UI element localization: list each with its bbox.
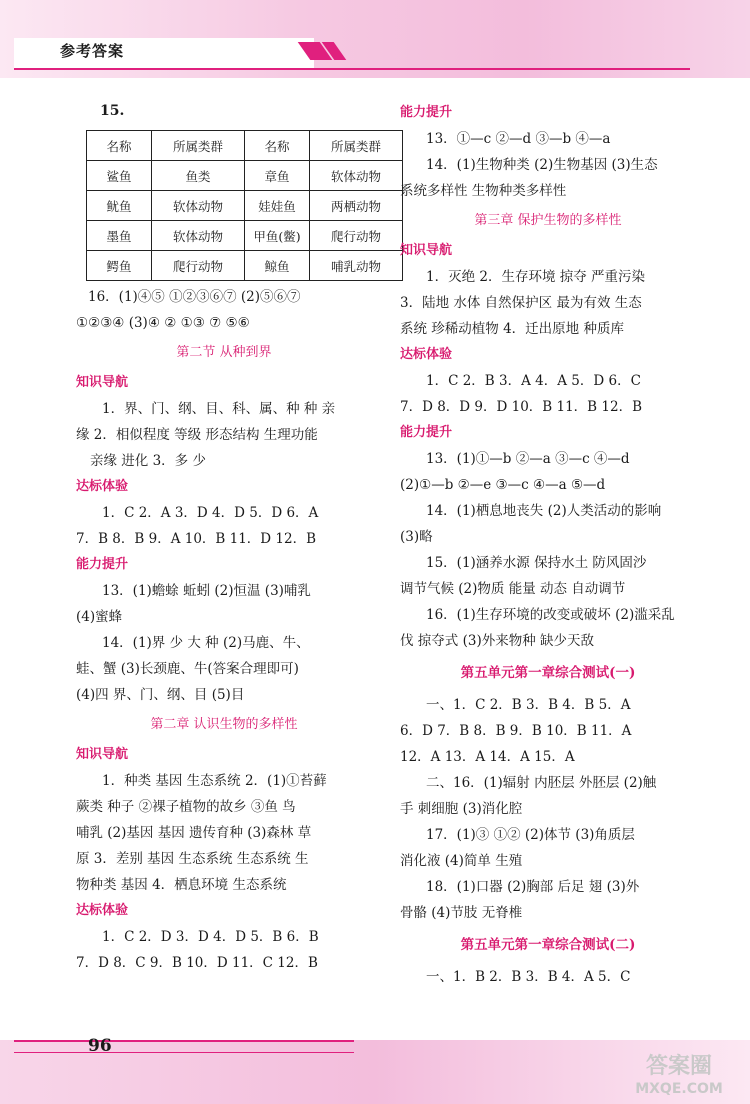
answer-line: 消化液 (4)简单 生殖 bbox=[400, 853, 523, 869]
table-cell: 鱼类 bbox=[152, 161, 245, 191]
answer-line: (3)略 bbox=[400, 529, 433, 545]
answer-line: 17．(1)③ ①② (2)体节 (3)角质层 bbox=[426, 827, 635, 843]
answer-line: (2)①—b ②—e ③—c ④—a ⑤—d bbox=[400, 477, 606, 493]
answer-line: 物种类 基因 4．栖息环境 生态系统 bbox=[76, 877, 287, 893]
answer-line: 伐 掠夺式 (3)外来物种 缺少天敌 bbox=[400, 633, 594, 649]
table-cell: 软体动物 bbox=[152, 221, 245, 251]
answer-line: 1．界、门、纲、目、科、属、种 种 亲 bbox=[102, 401, 336, 417]
answer-line: 二、16．(1)辐射 内胚层 外胚层 (2)触 bbox=[426, 775, 657, 791]
answer-line: 7．D 8．D 9．D 10．B 11．B 12．B bbox=[400, 399, 642, 415]
page-header-title: 参考答案 bbox=[60, 42, 125, 60]
answer-line: 16．(1)生存环境的改变或破坏 (2)滥采乱 bbox=[426, 607, 675, 623]
table-cell: 爬行动物 bbox=[310, 221, 403, 251]
answer-line: 14．(1)生物种类 (2)生物基因 (3)生态 bbox=[426, 157, 658, 173]
answer-line: 13．①—c ②—d ③—b ④—a bbox=[426, 131, 611, 147]
section-heading: 知识导航 bbox=[76, 375, 129, 390]
answer-line: 系统多样性 生物种类多样性 bbox=[400, 183, 567, 199]
watermark bbox=[616, 1056, 742, 1100]
watermark-logo-text: 答案圈 bbox=[645, 1054, 712, 1079]
answer-line: 12．A 13．A 14．A 15．A bbox=[400, 749, 575, 765]
answer-line: 1．C 2．B 3．A 4．A 5．D 6．C bbox=[426, 373, 641, 389]
answer-line: 7．D 8．C 9．B 10．D 11．C 12．B bbox=[76, 955, 318, 971]
table-header-cell: 所属类群 bbox=[310, 131, 403, 161]
section-heading: 知识导航 bbox=[400, 243, 453, 258]
table-row bbox=[87, 161, 403, 191]
answer-line: 14．(1)栖息地丧失 (2)人类活动的影响 bbox=[426, 503, 662, 519]
answer-line: 16．(1)④⑤ ①②③⑥⑦ (2)⑤⑥⑦ bbox=[88, 289, 301, 305]
table-header-cell: 所属类群 bbox=[152, 131, 245, 161]
table-cell: 两栖动物 bbox=[310, 191, 403, 221]
answer-line: 骨骼 (4)节肢 无脊椎 bbox=[400, 905, 523, 921]
table-cell: 鲨鱼 bbox=[87, 161, 152, 191]
section-heading: 达标体验 bbox=[400, 347, 453, 362]
answer-line: 一、1．C 2．B 3．B 4．B 5．A bbox=[426, 697, 631, 713]
answer-line: 缘 2．相似程度 等级 形态结构 生理功能 bbox=[76, 427, 318, 443]
answer-line: 手 刺细胞 (3)消化腔 bbox=[400, 801, 523, 817]
watermark-url: MXQE.COM bbox=[635, 1081, 723, 1097]
unit-test-heading: 第五单元第一章综合测试(一) bbox=[460, 665, 636, 681]
section-heading: 能力提升 bbox=[400, 425, 453, 440]
table-cell: 软体动物 bbox=[310, 161, 403, 191]
chapter-heading: 第二节 从种到界 bbox=[176, 345, 272, 360]
answer-line: (4)四 界、门、纲、目 (5)目 bbox=[76, 687, 245, 703]
answer-line: 1．C 2．A 3．D 4．D 5．D 6．A bbox=[102, 505, 319, 521]
table-cell: 鳄鱼 bbox=[87, 251, 152, 281]
answer-line: 1．种类 基因 生态系统 2．(1)①苔藓 bbox=[102, 773, 327, 789]
header-rule bbox=[14, 68, 690, 70]
table-cell: 爬行动物 bbox=[152, 251, 245, 281]
section-heading: 达标体验 bbox=[76, 479, 129, 494]
answer-line: 蛙、蟹 (3)长颈鹿、牛(答案合理即可) bbox=[76, 661, 299, 677]
table-cell: 鱿鱼 bbox=[87, 191, 152, 221]
right-answer-column bbox=[400, 100, 696, 990]
table-header-cell: 名称 bbox=[245, 131, 310, 161]
table-cell: 娃娃鱼 bbox=[245, 191, 310, 221]
table-header-cell: 名称 bbox=[87, 131, 152, 161]
answer-line: 系统 珍稀动植物 4．迁出原地 种质库 bbox=[400, 321, 624, 337]
answer-line: 亲缘 进化 3．多 少 bbox=[90, 453, 206, 469]
header-tab bbox=[14, 38, 314, 68]
unit-test-heading: 第五单元第一章综合测试(二) bbox=[460, 937, 636, 953]
answer-line: 18．(1)口器 (2)胸部 后足 翅 (3)外 bbox=[426, 879, 640, 895]
table-cell: 章鱼 bbox=[245, 161, 310, 191]
answer-line: 调节气候 (2)物质 能量 动态 自动调节 bbox=[400, 581, 626, 597]
left-answer-column bbox=[76, 284, 372, 976]
section-heading: 达标体验 bbox=[76, 903, 129, 918]
answer-line: 1．灭绝 2．生存环境 掠夺 严重污染 bbox=[426, 269, 646, 285]
table-row bbox=[87, 251, 403, 281]
answer-line: 蕨类 种子 ②裸子植物的故乡 ③鱼 鸟 bbox=[76, 799, 296, 815]
chapter-heading: 第二章 认识生物的多样性 bbox=[150, 717, 298, 732]
table-row bbox=[87, 221, 403, 251]
answer-line: 6．D 7．B 8．B 9．B 10．B 11．A bbox=[400, 723, 632, 739]
animal-classification-table bbox=[86, 130, 403, 281]
chapter-heading: 第三章 保护生物的多样性 bbox=[474, 213, 622, 228]
answer-line: 15．(1)涵养水源 保持水土 防风固沙 bbox=[426, 555, 647, 571]
section-heading: 能力提升 bbox=[400, 105, 453, 120]
section-heading: 能力提升 bbox=[76, 557, 129, 572]
answer-line: 14．(1)界 少 大 种 (2)马鹿、牛、 bbox=[102, 635, 310, 651]
section-heading: 知识导航 bbox=[76, 747, 129, 762]
table-cell: 鲸鱼 bbox=[245, 251, 310, 281]
answer-line: 哺乳 (2)基因 基因 遗传育种 (3)森林 草 bbox=[76, 825, 312, 841]
table-cell: 哺乳动物 bbox=[310, 251, 403, 281]
answer-line: 7．B 8．B 9．A 10．B 11．D 12．B bbox=[76, 531, 317, 547]
table-header-row bbox=[87, 131, 403, 161]
answer-line: 1．C 2．D 3．D 4．D 5．B 6．B bbox=[102, 929, 319, 945]
answer-line: 3．陆地 水体 自然保护区 最为有效 生态 bbox=[400, 295, 642, 311]
table-cell: 甲鱼(鳖) bbox=[245, 221, 310, 251]
answer-line: (4)蜜蜂 bbox=[76, 609, 123, 625]
table-cell: 墨鱼 bbox=[87, 221, 152, 251]
table-cell: 软体动物 bbox=[152, 191, 245, 221]
answer-line: 13．(1)蟾蜍 蚯蚓 (2)恒温 (3)哺乳 bbox=[102, 583, 311, 599]
answer-line: ①②③④ (3)④ ② ①③ ⑦ ⑤⑥ bbox=[76, 315, 250, 331]
answer-line: 原 3．差别 基因 生态系统 生态系统 生 bbox=[76, 851, 309, 867]
page-number: 96 bbox=[88, 1036, 112, 1056]
answer-line: 一、1．B 2．B 3．B 4．A 5．C bbox=[426, 969, 631, 985]
answer-line: 13．(1)①—b ②—a ③—c ④—d bbox=[426, 451, 630, 467]
question-15-label: 15. bbox=[100, 103, 125, 119]
table-row bbox=[87, 191, 403, 221]
footer-rule bbox=[14, 1040, 354, 1053]
